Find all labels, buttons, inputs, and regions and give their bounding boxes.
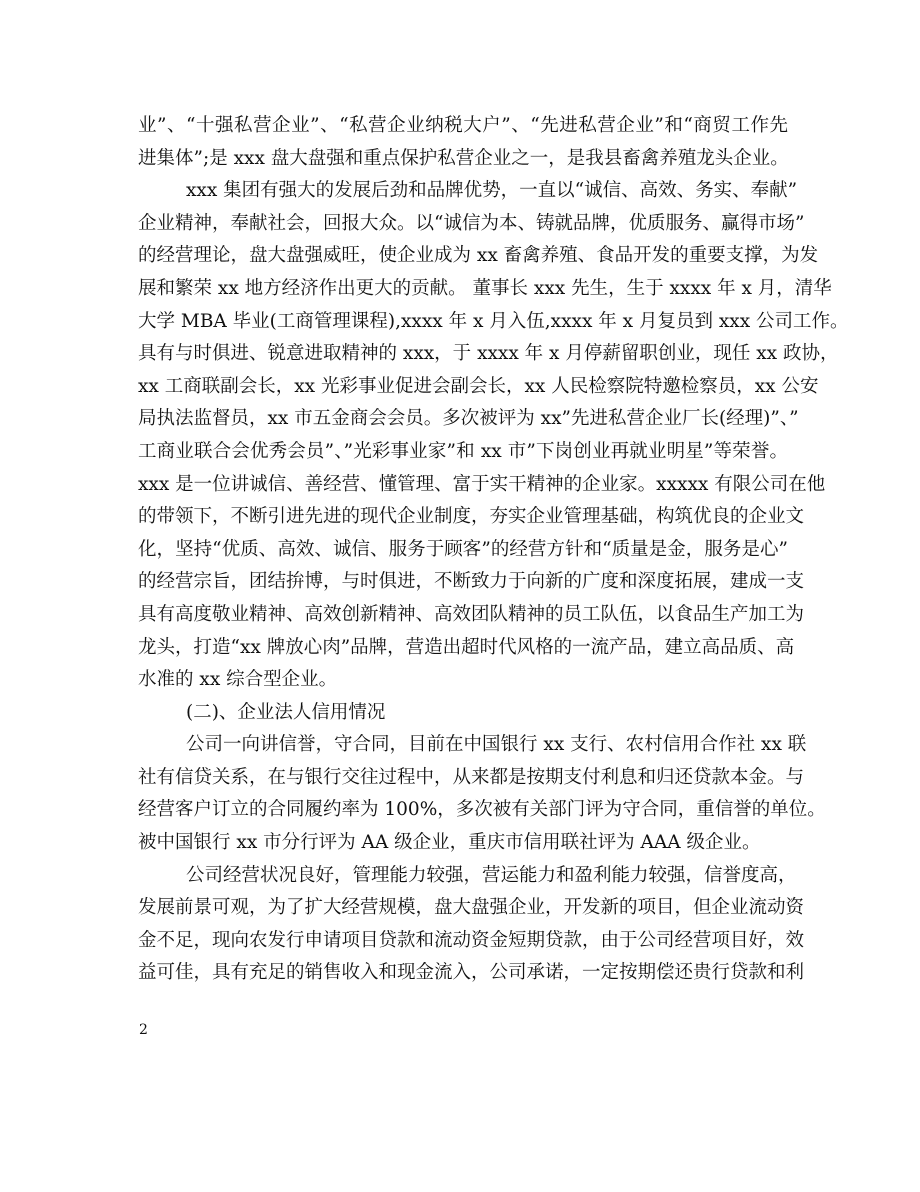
text-line: 龙头，打造“xx 牌放心肉”品牌，营造出超时代风格的一流产品，建立高品质、高 bbox=[138, 636, 795, 658]
text-line: xxx 是一位讲诚信、善经营、懂管理、富于实干精神的企业家。xxxxx 有限公司在他 bbox=[138, 473, 826, 495]
text-line: 水准的 xx 综合型企业。 bbox=[138, 669, 338, 691]
text-line: 社有信贷关系，在与银行交往过程中，从来都是按期支付利息和归还贷款本金。与 bbox=[138, 766, 805, 788]
text-line: 具有高度敬业精神、高效创新精神、高效团队精神的员工队伍，以食品生产加工为 bbox=[138, 603, 805, 625]
text-line: 金不足，现向农发行申请项目贷款和流动资金短期贷款，由于公司经营项目好，效 bbox=[138, 929, 805, 951]
text-line: 益可佳，具有充足的销售收入和现金流入，公司承诺，一定按期偿还贵行贷款和利 bbox=[138, 962, 805, 984]
text-line: 的经营宗旨，团结拚博，与时俱进，不断致力于向新的广度和深度拓展，建成一支 bbox=[138, 571, 805, 593]
text-line: 经营客户订立的合同履约率为 100%，多次被有关部门评为守合同，重信誉的单位。 bbox=[138, 799, 826, 821]
text-line: 化，坚持“优质、高效、诚信、服务于顾客”的经营方针和“质量是金，服务是心” bbox=[138, 538, 788, 560]
text-line: 展和繁荣 xx 地方经济作出更大的贡献。 董事长 xxx 先生，生于 xxxx 年 x 月，清华 bbox=[138, 277, 832, 299]
text-line: 进集体”;是 xxx 盘大盘强和重点保护私营企业之一，是我县畜禽养殖龙头企业。 bbox=[138, 147, 789, 169]
text-line: 的经营理论，盘大盘强威旺，使企业成为 xx 畜禽养殖、食品开发的重要支撑，为发 bbox=[138, 245, 819, 267]
paragraph-first-line: 公司经营状况良好，管理能力较强，营运能力和盈利能力较强，信誉度高， bbox=[186, 864, 797, 886]
document-body bbox=[138, 110, 849, 990]
paragraph-first-line: 公司一向讲信誉，守合同，目前在中国银行 xx 支行、农村信用合作社 xx 联 bbox=[186, 734, 807, 756]
section-heading: (二)、企业法人信用情况 bbox=[186, 701, 386, 723]
text-line: 的带领下，不断引进先进的现代企业制度，夯实企业管理基础，构筑优良的企业文 bbox=[138, 506, 805, 528]
text-line: 工商业联合会优秀会员”、”光彩事业家”和 xx 市”下岗创业再就业明星”等荣誉。 bbox=[138, 440, 788, 462]
paragraph-first-line: xxx 集团有强大的发展后劲和品牌优势，一直以“诚信、高效、务实、奉献” bbox=[186, 180, 798, 202]
page-number: 2 bbox=[139, 1022, 148, 1038]
text-line: 大学 MBA 毕业(工商管理课程),xxxx 年 x 月入伍,xxxx 年 x 月复员到 xxx 公司工作。 bbox=[138, 310, 849, 332]
text-line: xx 工商联副会长，xx 光彩事业促进会副会长，xx 人民检察院特邀检察员，xx 公安 bbox=[138, 375, 819, 397]
text-line: 被中国银行 xx 市分行评为 AA 级企业，重庆市信用联社评为 AAA 级企业。 bbox=[138, 832, 761, 854]
text-line: 企业精神，奉献社会，回报大众。以“诚信为本、铸就品牌，优质服务、赢得市场” bbox=[138, 212, 805, 234]
text-line: 具有与时俱进、锐意进取精神的 xxx，于 xxxx 年 x 月停薪留职创业，现任 xx 政协， bbox=[138, 343, 839, 365]
text-line: 局执法监督员，xx 市五金商会会员。多次被评为 xx”先进私营企业厂长(经理)”、” bbox=[138, 408, 799, 430]
text-line: 业”、“十强私营企业”、“私营企业纳税大户”、“先进私营企业”和“商贸工作先 bbox=[138, 115, 788, 136]
text-line: 发展前景可观，为了扩大经营规模，盘大盘强企业，开发新的项目，但企业流动资 bbox=[138, 897, 805, 919]
